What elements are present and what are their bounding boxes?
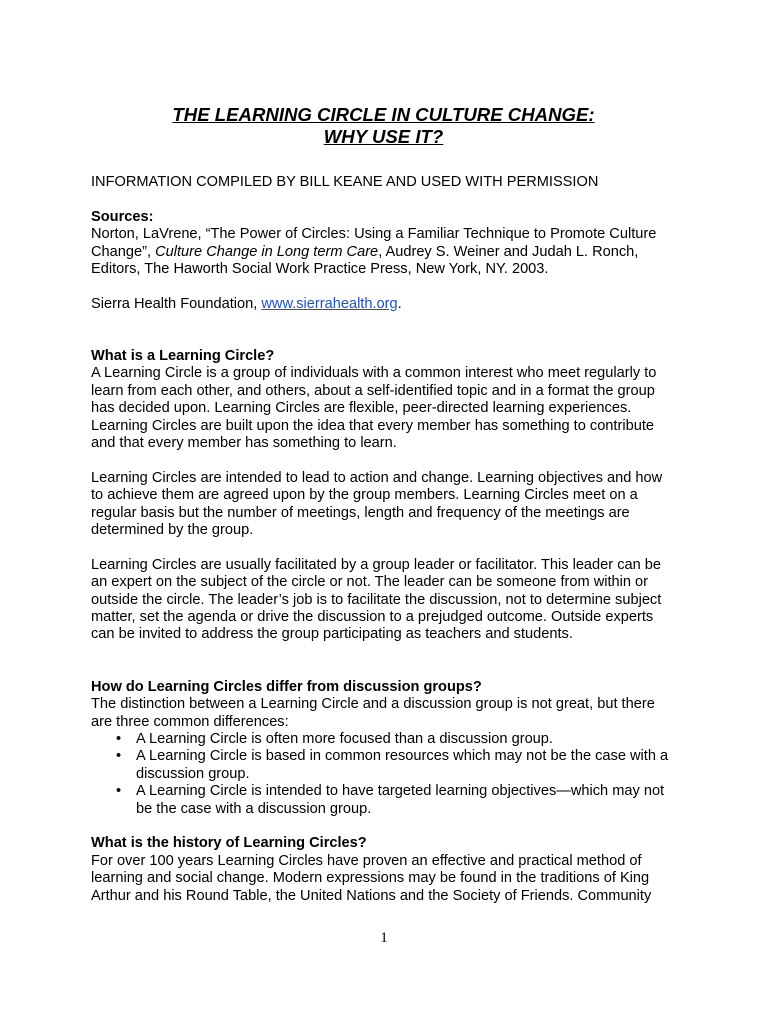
title-line-1: THE LEARNING CIRCLE IN CULTURE CHANGE: [172, 104, 595, 125]
page-number: 1 [380, 930, 388, 946]
source-reference-1 [91, 226, 676, 278]
list-item [91, 731, 676, 748]
source-1-book-title: Culture Change in Long term Care [155, 243, 379, 260]
title-line-2: WHY USE IT? [323, 125, 444, 147]
sierra-health-link[interactable]: www.sierrahealth.org [261, 295, 398, 312]
source-1-text-a: Norton, LaVrene, “The Power of Circles: Using a Familiar Technique to Promote Culture Change”, [91, 226, 657, 260]
section-heading-differences: How do Learning Circles differ from discussion groups? [91, 678, 482, 695]
bullet-icon: • [116, 783, 122, 800]
paragraph: The distinction between a Learning Circle and a discussion group is not great, but there are three common differences: [91, 696, 655, 730]
sources-heading: Sources: [91, 208, 154, 225]
paragraph: A Learning Circle is a group of individuals with a common interest who meet regularly to learn from each other, and others, about a self-identified topic and in a format the group has decided upon. Learning Circles are flexible, peer-directed learning experiences. Learning Circles are built upon the idea that every member has something to contribute and that every member has something to learn. [91, 365, 657, 452]
section-heading-what-is: What is a Learning Circle? [91, 348, 275, 365]
source-2-end: . [397, 295, 402, 312]
bullet-icon: • [116, 730, 122, 747]
list-item [91, 783, 676, 818]
paragraph: For over 100 years Learning Circles have proven an effective and practical method of learning and social change. Modern expressions may be found in the traditions of King Arthur and his Round Table, the United Nations and the Society of Friends. Community [91, 852, 652, 904]
differences-list [91, 731, 676, 818]
section-heading-history: What is the history of Learning Circles? [91, 835, 367, 852]
document-title [91, 104, 676, 147]
paragraph: Learning Circles are usually facilitated by a group leader or facilitator. This leader can be an expert on the subject of the circle or not. The leader can be someone from within or outside the circle. The leader’s job is to facilitate the discussion, not to determine subject matter, set the agenda or drive the discussion to a prejudged outcome. Outside experts can be invited to address the group participating as teachers and students. [91, 556, 662, 643]
list-item-text: A Learning Circle is intended to have targeted learning objectives—which may not be the case with a discussion group. [136, 783, 665, 817]
bullet-icon: • [116, 748, 122, 765]
list-item [91, 748, 676, 783]
source-1-text-b: , Audrey S. Weiner and Judah L. Ronch, Editors, The Haworth Social Work Practice Press, New York, NY. 2003. [91, 243, 639, 278]
compiled-by-line: INFORMATION COMPILED BY BILL KEANE AND USED WITH PERMISSION [91, 174, 599, 190]
list-item-text: A Learning Circle is based in common resources which may not be the case with a discussion group. [136, 748, 669, 782]
list-item-text: A Learning Circle is often more focused than a discussion group. [136, 730, 553, 747]
source-2-text: Sierra Health Foundation, [91, 295, 262, 312]
paragraph: Learning Circles are intended to lead to action and change. Learning objectives and how to achieve them are agreed upon by the group members. Learning Circles meet on a regular basis but the number of meetings, length and frequency of the meetings are determined by the group. [91, 469, 663, 539]
source-reference-2 [91, 296, 676, 313]
